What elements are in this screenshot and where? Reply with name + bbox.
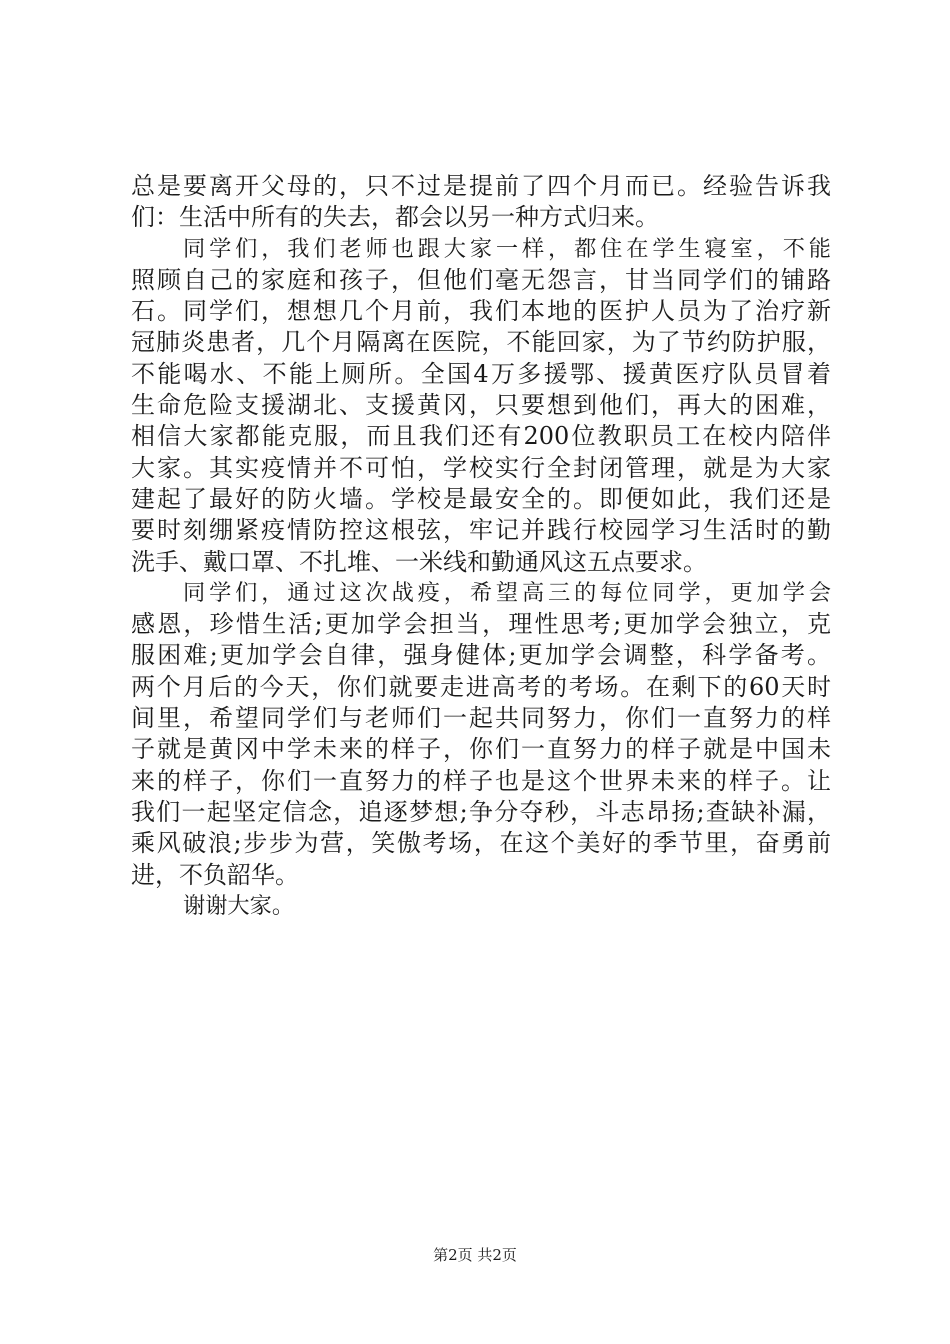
text-line: 感恩，珍惜生活;更加学会担当，理性思考;更加学会独立，克 <box>131 610 831 639</box>
text-line: 们：生活中所有的失去，都会以另一种方式归来。 <box>131 203 659 232</box>
text-line: 服困难;更加学会自律，强身健体;更加学会调整，科学备考。 <box>131 641 831 670</box>
text-line: 洗手、戴口罩、不扎堆、一米线和勤通风这五点要求。 <box>131 547 707 576</box>
text-line: 间里，希望同学们与老师们一起共同努力，你们一直努力的样 <box>131 704 831 733</box>
text-line: 冠肺炎患者，几个月隔离在医院，不能回家，为了节约防护服， <box>131 328 831 357</box>
text-line: 相信大家都能克服，而且我们还有200位教职员工在校内陪伴 <box>131 422 831 451</box>
text-line: 总是要离开父母的，只不过是提前了四个月而已。经验告诉我 <box>131 172 831 200</box>
text-line: 同学们，通过这次战疫，希望高三的每位同学，更加学会 <box>183 579 831 606</box>
text-line: 要时刻绷紧疫情防控这根弦，牢记并践行校园学习生活时的勤 <box>131 516 831 545</box>
text-line: 子就是黄冈中学未来的样子，你们一直努力的样子就是中国未 <box>131 735 831 764</box>
text-line: 大家。其实疫情并不可怕，学校实行全封闭管理，就是为大家 <box>131 453 831 482</box>
text-line: 同学们，我们老师也跟大家一样，都住在学生寝室，不能 <box>183 235 831 262</box>
text-line: 谢谢大家。 <box>183 892 295 919</box>
text-line: 石。同学们，想想几个月前，我们本地的医护人员为了治疗新 <box>131 297 831 326</box>
text-line: 进，不负韶华。 <box>131 860 299 889</box>
body-text <box>131 171 831 922</box>
text-line: 两个月后的今天，你们就要走进高考的考场。在剩下的60天时 <box>131 672 831 701</box>
text-line: 建起了最好的防火墙。学校是最安全的。即便如此，我们还是 <box>131 484 831 513</box>
text-line: 我们一起坚定信念，追逐梦想;争分夺秒，斗志昂扬;查缺补漏， <box>131 797 831 826</box>
text-line: 生命危险支援湖北、支援黄冈，只要想到他们，再大的困难， <box>131 391 831 420</box>
page-number-footer: 第2页 共2页 <box>433 1246 517 1264</box>
text-line: 来的样子，你们一直努力的样子也是这个世界未来的样子。让 <box>131 766 831 795</box>
text-line: 乘风破浪;步步为营，笑傲考场，在这个美好的季节里，奋勇前 <box>131 829 831 858</box>
text-line: 不能喝水、不能上厕所。全国4万多援鄂、援黄医疗队员冒着 <box>131 359 831 388</box>
text-line: 照顾自己的家庭和孩子，但他们毫无怨言，甘当同学们的铺路 <box>131 265 831 294</box>
